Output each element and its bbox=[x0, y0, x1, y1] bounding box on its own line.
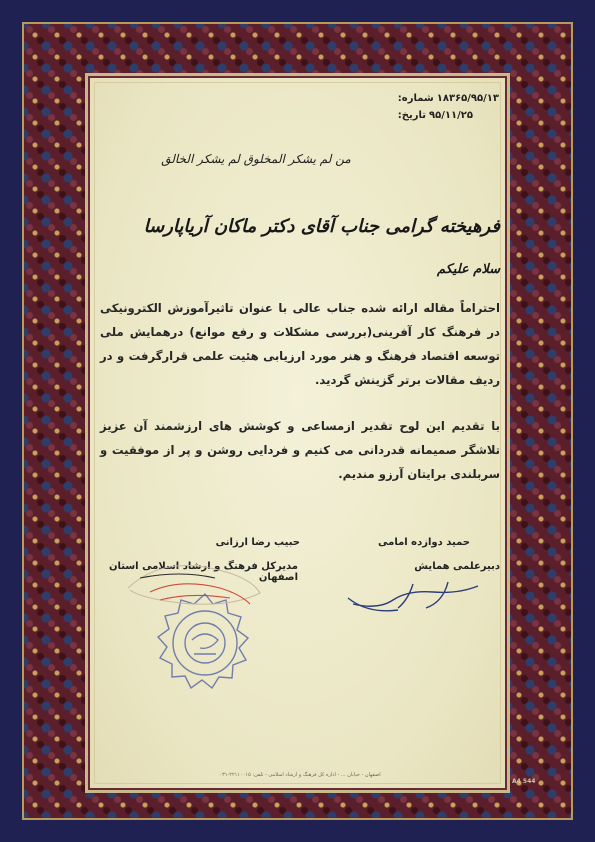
salutation: سلام علیکم bbox=[436, 262, 500, 277]
motto: من لم یشکر المخلوق لم یشکر الخالق bbox=[161, 152, 351, 166]
letter-date-row bbox=[398, 107, 499, 124]
right-signatory-title: دبیرعلمی همایش bbox=[414, 561, 500, 572]
letter-number-label: شماره: bbox=[397, 93, 434, 104]
body-paragraph-1: احتراماً مقاله ارائه شده جناب عالی با عنوان تاثیرآموزش الکترونیکی در فرهنگ کار آفرینی(بررسی مشکلات و رفع موانع) درهمایش ملی توسعه اقتصاد فرهنگ و هنر مورد ارزیابی هئیت علمی قرارگرفت و در ردیف مقالات برتر گزینش گردید. bbox=[100, 301, 500, 387]
left-signatory-name: حبیب رضا ارزانی bbox=[215, 537, 300, 548]
right-signatory-name: حمید دوازده امامی bbox=[378, 537, 470, 548]
recipient-title: فرهیخته گرامی جناب آقای دکتر ماکان آریاپارسا bbox=[143, 216, 500, 237]
body-paragraph-2: با تقدیم این لوح تقدیر ازمساعی و کوشش های ارزشمند آن عزیز تلاشگر صمیمانه قدردانی می کنیم و فردایی روشن و پر از موفقیت و سربلندی برایتان آرزو مندیم. bbox=[100, 419, 500, 481]
letter-date-value: ۹۵/۱۱/۲۵ bbox=[429, 110, 473, 121]
footer-address: اصفهان - خیابان ... - اداره کل فرهنگ و ارشاد اسلامی - تلفن: ۲۲۱۱۰۰۱۵-۰۳۱ bbox=[219, 772, 381, 778]
letter-number-value: ۱۸۳۶۵/۹۵/۱۳ bbox=[436, 93, 499, 104]
left-signatory-title: مدیرکل فرهنگ و ارشاد اسلامی استان اصفهان bbox=[108, 561, 298, 583]
letter-number-row bbox=[398, 90, 499, 107]
left-signature-icon bbox=[120, 548, 270, 618]
right-signature-icon bbox=[338, 572, 488, 622]
letter-meta bbox=[398, 90, 499, 124]
letter-date-label: تاریخ: bbox=[397, 110, 427, 121]
page-code: A4 544 bbox=[512, 778, 536, 785]
